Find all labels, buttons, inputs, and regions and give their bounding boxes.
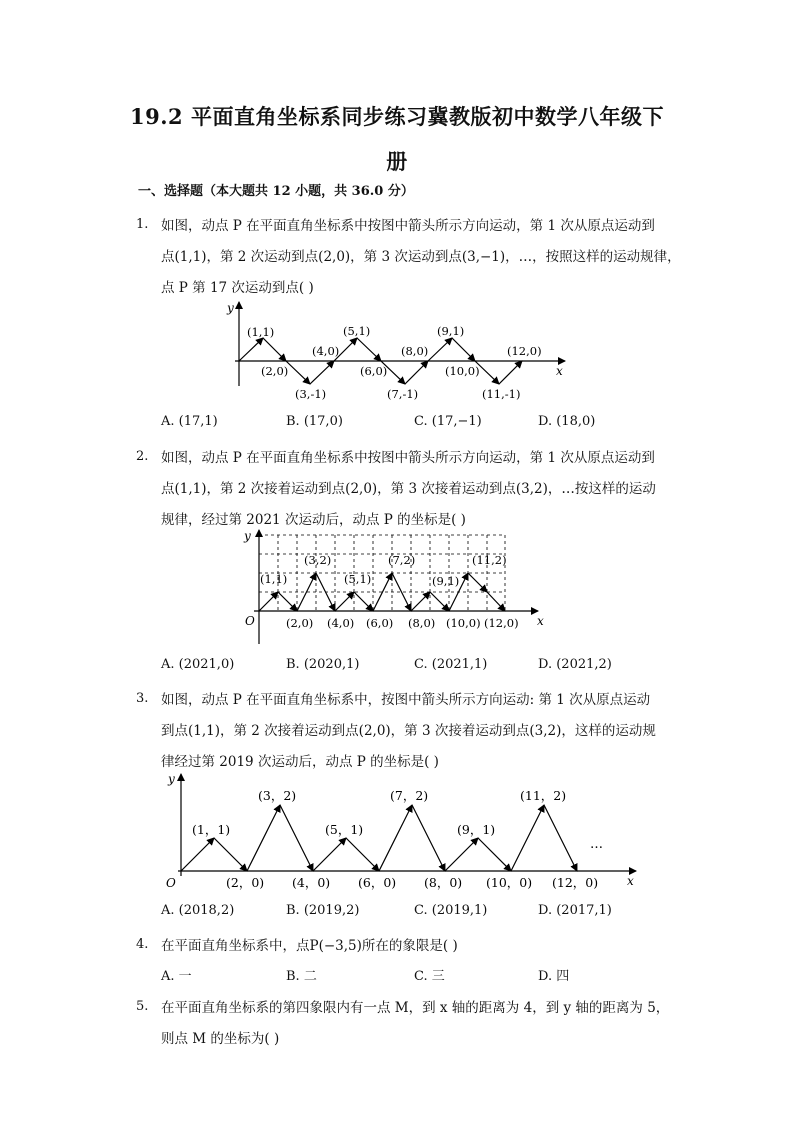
path-segment — [428, 338, 452, 361]
point-label: (10，0) — [486, 875, 533, 890]
path-segment — [286, 361, 310, 384]
x-axis-label: x — [537, 614, 544, 628]
question-3-number: 3. — [136, 691, 149, 706]
x-axis-label: x — [627, 874, 634, 888]
question-1-option-a[interactable]: A. (17,1) — [161, 414, 218, 429]
question-3-option-d[interactable]: D. (2017,1) — [538, 903, 612, 918]
section-heading: 一、选择题（本大题共 12 小题，共 36.0 分） — [138, 184, 414, 199]
question-1-number: 1. — [136, 217, 149, 232]
point-label: (8，0) — [424, 875, 463, 890]
question-2-option-a[interactable]: A. (2021,0) — [161, 657, 235, 672]
question-3-line-2: 到点(1,1)，第 2 次接着运动到点(2,0)，第 3 次接着运动到点(3,2)，这样的运动规 — [161, 723, 656, 739]
point-label: (4，0) — [292, 875, 331, 890]
question-2-line-3: 规律，经过第 2021 次运动后，动点 P 的坐标是( ) — [161, 512, 466, 528]
question-1-figure — [225, 298, 580, 408]
point-label: (9，1) — [457, 822, 496, 837]
path-segment — [411, 592, 430, 611]
x-axis-label: x — [556, 364, 563, 378]
question-3-option-c[interactable]: C. (2019,1) — [414, 903, 488, 918]
point-label: (9,1) — [432, 574, 460, 588]
path-segment — [346, 838, 379, 871]
path-segment — [379, 805, 412, 871]
point-label: (4,0) — [312, 344, 340, 358]
path-segment — [487, 592, 505, 611]
point-label: (3，2) — [258, 788, 297, 803]
point-label: (2,0) — [261, 364, 289, 378]
point-label: (7，2) — [390, 788, 429, 803]
path-segment — [259, 592, 278, 611]
page-title: 19.2 平面直角坐标系同步练习冀教版初中数学八年级下 — [130, 104, 664, 129]
point-label: (1,1) — [260, 572, 288, 586]
question-2-line-2: 点(1,1)，第 2 次接着运动到点(2,0)，第 3 次接着运动到点(3,2)，…按这样的运动 — [161, 481, 656, 497]
question-3-figure — [162, 768, 642, 896]
point-label: (12,0) — [507, 344, 542, 358]
question-1-line-1: 如图，动点 P 在平面直角坐标系中按图中箭头所示方向运动，第 1 次从原点运动到 — [161, 218, 655, 234]
point-label: (10,0) — [445, 364, 480, 378]
point-label: (7,-1) — [387, 387, 419, 401]
question-3-line-1: 如图，动点 P 在平面直角坐标系中，按图中箭头所示方向运动: 第 1 次从原点运动 — [161, 692, 651, 708]
question-5-line-1: 在平面直角坐标系的第四象限内有一点 M，到 x 轴的距离为 4，到 y 轴的距离为 5， — [161, 1000, 670, 1016]
question-1-option-c[interactable]: C. (17,−1) — [414, 414, 482, 429]
path-segment — [405, 361, 428, 384]
path-segment — [310, 361, 334, 384]
question-4-option-c[interactable]: C. 三 — [414, 969, 445, 984]
point-label: (11,-1) — [482, 387, 521, 401]
question-1-line-3: 点 P 第 17 次运动到点( ) — [161, 280, 314, 296]
path-segment — [499, 361, 522, 384]
point-label: (8,0) — [408, 616, 436, 630]
origin-label: O — [245, 614, 255, 628]
question-1-line-2: 点(1,1)，第 2 次运动到点(2,0)，第 3 次运动到点(3,−1)，…，按照这样的运动规律， — [161, 249, 681, 265]
path-segment — [214, 838, 247, 871]
y-axis-label: y — [244, 529, 251, 543]
point-label: (9,1) — [437, 324, 465, 338]
path-segment — [357, 338, 381, 361]
question-1-option-b[interactable]: B. (17,0) — [286, 414, 343, 429]
path-segment — [430, 592, 449, 611]
point-label: (7,2) — [388, 553, 416, 567]
point-label: (3,-1) — [295, 387, 327, 401]
point-label: (6,0) — [360, 364, 388, 378]
question-4-option-b[interactable]: B. 二 — [286, 969, 317, 984]
question-3-option-b[interactable]: B. (2019,2) — [286, 903, 360, 918]
path-segment — [263, 338, 286, 361]
ellipsis: … — [590, 837, 603, 852]
path-segment — [181, 838, 214, 871]
point-label: (1，1) — [192, 822, 231, 837]
path-segment — [313, 838, 346, 871]
path-segment — [239, 338, 263, 361]
origin-label: O — [166, 876, 176, 890]
question-2-line-1: 如图，动点 P 在平面直角坐标系中按图中箭头所示方向运动，第 1 次从原点运动到 — [161, 450, 655, 466]
point-label: (12，0) — [552, 875, 599, 890]
question-5-number: 5. — [136, 999, 149, 1014]
question-4-option-a[interactable]: A. 一 — [161, 969, 192, 984]
path-segment — [335, 592, 354, 611]
path-segment — [544, 805, 577, 871]
question-4-line-1: 在平面直角坐标系中，点P(−3,5)所在的象限是( ) — [161, 938, 458, 954]
path-segment — [478, 838, 511, 871]
point-label: (11，2) — [520, 788, 567, 803]
point-label: (12,0) — [484, 616, 519, 630]
path-segment — [354, 592, 373, 611]
point-label: (5,1) — [344, 572, 372, 586]
path-segment — [511, 805, 544, 871]
path-segment — [452, 338, 475, 361]
point-label: (5，1) — [325, 822, 364, 837]
path-segment — [280, 805, 313, 871]
question-3-option-a[interactable]: A. (2018,2) — [161, 903, 235, 918]
y-axis-label: y — [168, 772, 175, 786]
point-label: (2，0) — [226, 875, 265, 890]
point-label: (1,1) — [247, 325, 275, 339]
point-label: (5,1) — [343, 324, 371, 338]
point-label: (10,0) — [446, 616, 481, 630]
point-label: (6,0) — [366, 616, 394, 630]
question-4-number: 4. — [136, 937, 149, 952]
point-label: (6，0) — [358, 875, 397, 890]
path-segment — [468, 573, 487, 592]
page-title-continued: 册 — [386, 149, 408, 174]
point-label: (8,0) — [401, 344, 429, 358]
point-label: (2,0) — [286, 616, 314, 630]
question-4-option-d[interactable]: D. 四 — [538, 969, 570, 984]
path-segment — [278, 592, 297, 611]
path-segment — [247, 805, 280, 871]
y-axis-label: y — [227, 301, 234, 315]
point-label: (4,0) — [327, 616, 355, 630]
path-segment — [392, 573, 411, 611]
point-label: (11,2) — [472, 553, 507, 567]
question-2-option-c[interactable]: C. (2021,1) — [414, 657, 488, 672]
question-2-option-d[interactable]: D. (2021,2) — [538, 657, 612, 672]
point-label: (3,2) — [304, 553, 332, 567]
question-5-line-2: 则点 M 的坐标为( ) — [161, 1031, 280, 1047]
question-2-figure — [240, 526, 550, 646]
path-segment — [412, 805, 445, 871]
question-2-option-b[interactable]: B. (2020,1) — [286, 657, 360, 672]
question-3-line-3: 律经过第 2019 次运动后，动点 P 的坐标是( ) — [161, 754, 439, 770]
question-1-option-d[interactable]: D. (18,0) — [538, 414, 596, 429]
path-segment — [445, 838, 478, 871]
question-2-number: 2. — [136, 449, 149, 464]
